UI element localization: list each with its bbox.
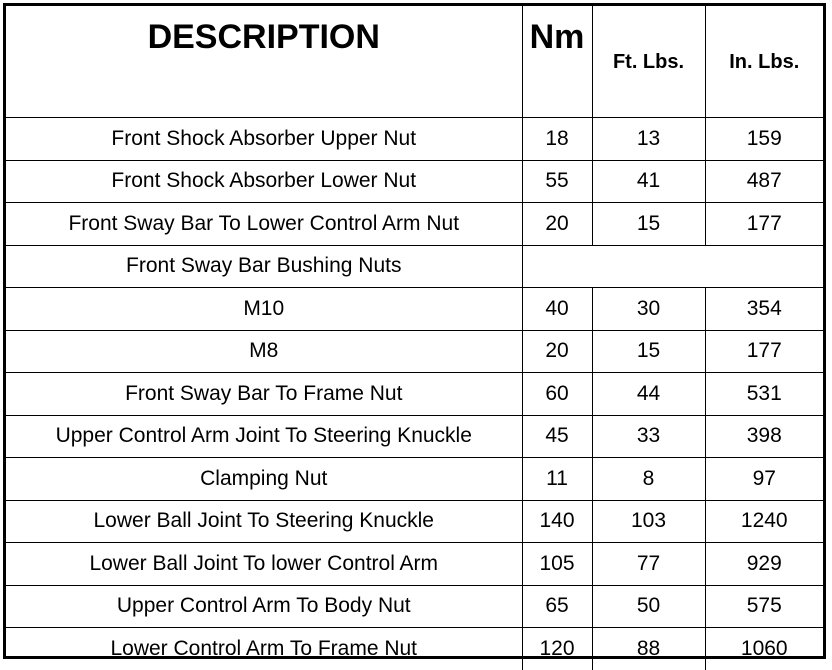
cell-nm: 20 xyxy=(522,330,592,373)
table-row xyxy=(6,415,823,458)
cell-in-lbs: 159 xyxy=(705,118,823,161)
header-ft-lbs: Ft. Lbs. xyxy=(592,6,705,118)
cell-description: Front Shock Absorber Upper Nut xyxy=(6,118,522,161)
cell-nm: 20 xyxy=(522,203,592,246)
cell-in-lbs: 354 xyxy=(705,288,823,331)
cell-in-lbs: 531 xyxy=(705,373,823,416)
cell-ft-lbs: 50 xyxy=(592,585,705,628)
cell-description: Lower Control Arm To Frame Nut xyxy=(6,628,522,670)
header-row xyxy=(6,6,823,118)
table-row xyxy=(6,585,823,628)
header-in-lbs: In. Lbs. xyxy=(705,6,823,118)
table-row xyxy=(6,628,823,670)
cell-nm: 11 xyxy=(522,458,592,501)
cell-nm: 65 xyxy=(522,585,592,628)
cell-ft-lbs: 15 xyxy=(592,330,705,373)
header-nm: Nm xyxy=(522,6,592,118)
cell-nm: 45 xyxy=(522,415,592,458)
cell-description: Front Sway Bar To Frame Nut xyxy=(6,373,522,416)
cell-ft-lbs: 88 xyxy=(592,628,705,670)
cell-in-lbs: 487 xyxy=(705,160,823,203)
cell-in-lbs: 97 xyxy=(705,458,823,501)
cell-ft-lbs: 8 xyxy=(592,458,705,501)
table-row xyxy=(6,288,823,331)
cell-description: M10 xyxy=(6,288,522,331)
cell-description: Front Shock Absorber Lower Nut xyxy=(6,160,522,203)
table-row xyxy=(6,330,823,373)
cell-ft-lbs: 33 xyxy=(592,415,705,458)
table-row xyxy=(6,118,823,161)
cell-in-lbs: 575 xyxy=(705,585,823,628)
cell-empty-values xyxy=(522,245,823,288)
table-row xyxy=(6,373,823,416)
cell-ft-lbs: 77 xyxy=(592,543,705,586)
cell-ft-lbs: 41 xyxy=(592,160,705,203)
table-row xyxy=(6,543,823,586)
table-row xyxy=(6,203,823,246)
cell-nm: 40 xyxy=(522,288,592,331)
cell-ft-lbs: 44 xyxy=(592,373,705,416)
cell-in-lbs: 929 xyxy=(705,543,823,586)
table-row xyxy=(6,458,823,501)
cell-nm: 60 xyxy=(522,373,592,416)
cell-nm: 140 xyxy=(522,500,592,543)
cell-description: Clamping Nut xyxy=(6,458,522,501)
cell-description: Upper Control Arm To Body Nut xyxy=(6,585,522,628)
cell-description: Front Sway Bar Bushing Nuts xyxy=(6,245,522,288)
cell-ft-lbs: 30 xyxy=(592,288,705,331)
cell-description: Lower Ball Joint To lower Control Arm xyxy=(6,543,522,586)
cell-in-lbs: 1060 xyxy=(705,628,823,670)
cell-description: M8 xyxy=(6,330,522,373)
torque-specification-table xyxy=(6,6,823,670)
cell-nm: 105 xyxy=(522,543,592,586)
cell-in-lbs: 177 xyxy=(705,330,823,373)
cell-nm: 120 xyxy=(522,628,592,670)
cell-in-lbs: 398 xyxy=(705,415,823,458)
cell-nm: 55 xyxy=(522,160,592,203)
table-row xyxy=(6,500,823,543)
header-description: DESCRIPTION xyxy=(6,6,522,118)
cell-description: Upper Control Arm Joint To Steering Knuckle xyxy=(6,415,522,458)
table-row xyxy=(6,160,823,203)
table-row xyxy=(6,245,823,288)
cell-in-lbs: 1240 xyxy=(705,500,823,543)
cell-nm: 18 xyxy=(522,118,592,161)
cell-description: Front Sway Bar To Lower Control Arm Nut xyxy=(6,203,522,246)
cell-ft-lbs: 13 xyxy=(592,118,705,161)
cell-ft-lbs: 15 xyxy=(592,203,705,246)
cell-in-lbs: 177 xyxy=(705,203,823,246)
cell-description: Lower Ball Joint To Steering Knuckle xyxy=(6,500,522,543)
cell-ft-lbs: 103 xyxy=(592,500,705,543)
